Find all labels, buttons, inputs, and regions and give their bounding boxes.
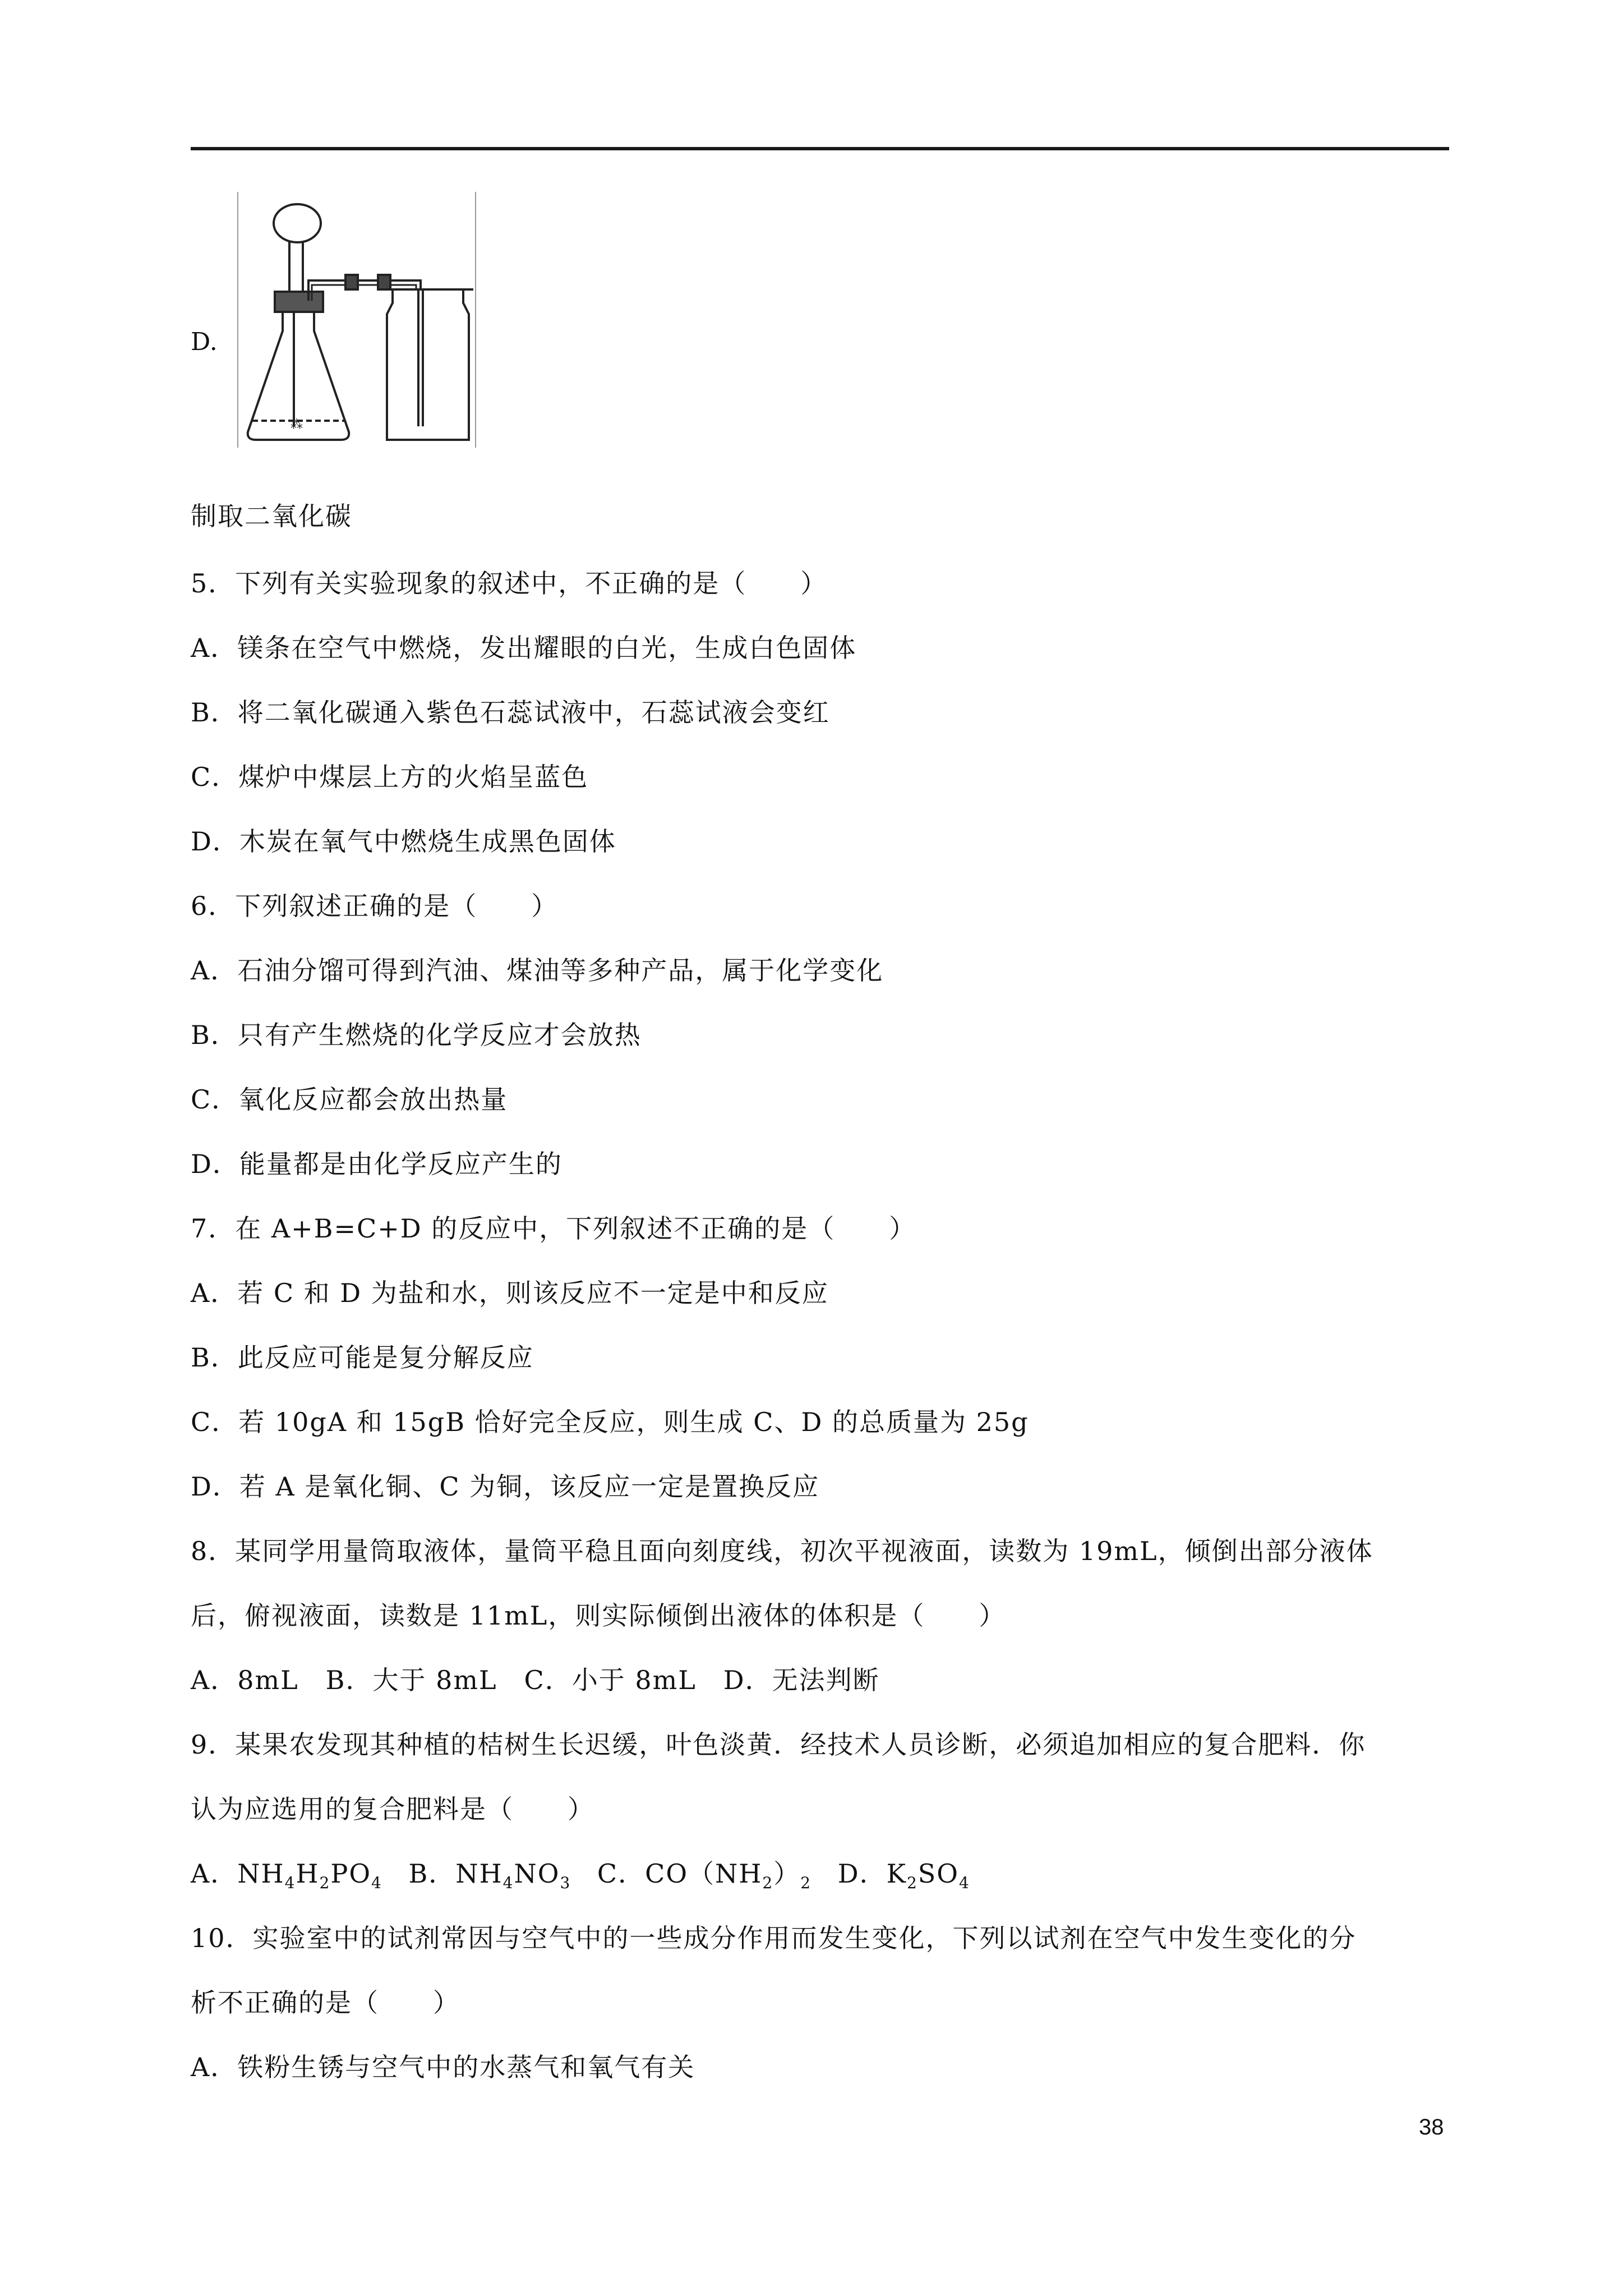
svg-text:⁂: ⁂: [291, 418, 303, 432]
q7-stem: 7．在 A+B=C+D 的反应中，下列叙述不正确的是（ ）: [191, 1213, 916, 1244]
q9-stem-line2: 认为应选用的复合肥料是（ ）: [191, 1794, 594, 1824]
q5-stem: 5．下列有关实验现象的叙述中，不正确的是（ ）: [191, 568, 828, 599]
q7-option-c: C．若 10gA 和 15gB 恰好完全反应，则生成 C、D 的总质量为 25g: [191, 1407, 1029, 1437]
q6-option-b: B．只有产生燃烧的化学反应才会放热: [191, 1020, 642, 1050]
q10-stem-line2: 析不正确的是（ ）: [191, 1987, 460, 2018]
q9-option-d: D．$K_2SO_4$: [837, 1858, 970, 1892]
figure-caption: 制取二氧化碳: [191, 501, 352, 531]
header-rule: [191, 147, 1449, 150]
q5-option-b: B．将二氧化碳通入紫色石蕊试液中，石蕊试液会变红: [191, 697, 830, 728]
q5-option-c: C．煤炉中煤层上方的火焰呈蓝色: [191, 762, 589, 792]
figure-option-d: [191, 191, 482, 449]
q10-option-a: A．铁粉生锈与空气中的水蒸气和氧气有关: [191, 2052, 695, 2082]
co2-apparatus-diagram: [236, 191, 482, 449]
q10-stem-line1: 10．实验室中的试剂常因与空气中的一些成分作用而发生变化，下列以试剂在空气中发生变化的分: [191, 1923, 1357, 1953]
q7-option-a: A．若 C 和 D 为盐和水，则该反应不一定是中和反应: [191, 1278, 829, 1308]
q6-option-a: A．石油分馏可得到汽油、煤油等多种产品，属于化学变化: [191, 955, 884, 986]
q5-option-a: A．镁条在空气中燃烧，发出耀眼的白光，生成白色固体: [191, 633, 857, 663]
q6-option-d: D．能量都是由化学反应产生的: [191, 1149, 562, 1179]
q9-option-a: A．$NH_4H_2PO_4$: [191, 1858, 382, 1892]
q9-option-b: B．$NH_4NO_3$: [408, 1858, 571, 1892]
q8-options: A．8mL B．大于 8mL C．小于 8mL D．无法判断: [191, 1665, 880, 1695]
q8-stem-line2: 后，俯视液面，读数是 11mL，则实际倾倒出液体的体积是（ ）: [191, 1600, 1006, 1631]
q9-option-c: C．$CO(NH_2)_2$: [597, 1858, 812, 1892]
q8-stem-line1: 8．某同学用量筒取液体，量筒平稳且面向刻度线，初次平视液面，读数为 19mL，倾倒出部分液体: [191, 1536, 1373, 1566]
q9-stem-line1: 9．某果农发现其种植的桔树生长迟缓，叶色淡黄．经技术人员诊断，必须追加相应的复合肥料．你: [191, 1729, 1366, 1760]
q6-stem: 6．下列叙述正确的是（ ）: [191, 891, 559, 921]
page-number: 38: [1419, 2115, 1444, 2139]
q6-option-c: C．氧化反应都会放出热量: [191, 1084, 508, 1115]
q7-option-b: B．此反应可能是复分解反应: [191, 1342, 534, 1373]
q9-options: [191, 1857, 987, 1900]
q7-option-d: D．若 A 是氧化铜、C 为铜，该反应一定是置换反应: [191, 1471, 820, 1502]
q5-option-d: D．木炭在氧气中燃烧生成黑色固体: [191, 826, 616, 857]
figure-label: D.: [191, 328, 218, 356]
